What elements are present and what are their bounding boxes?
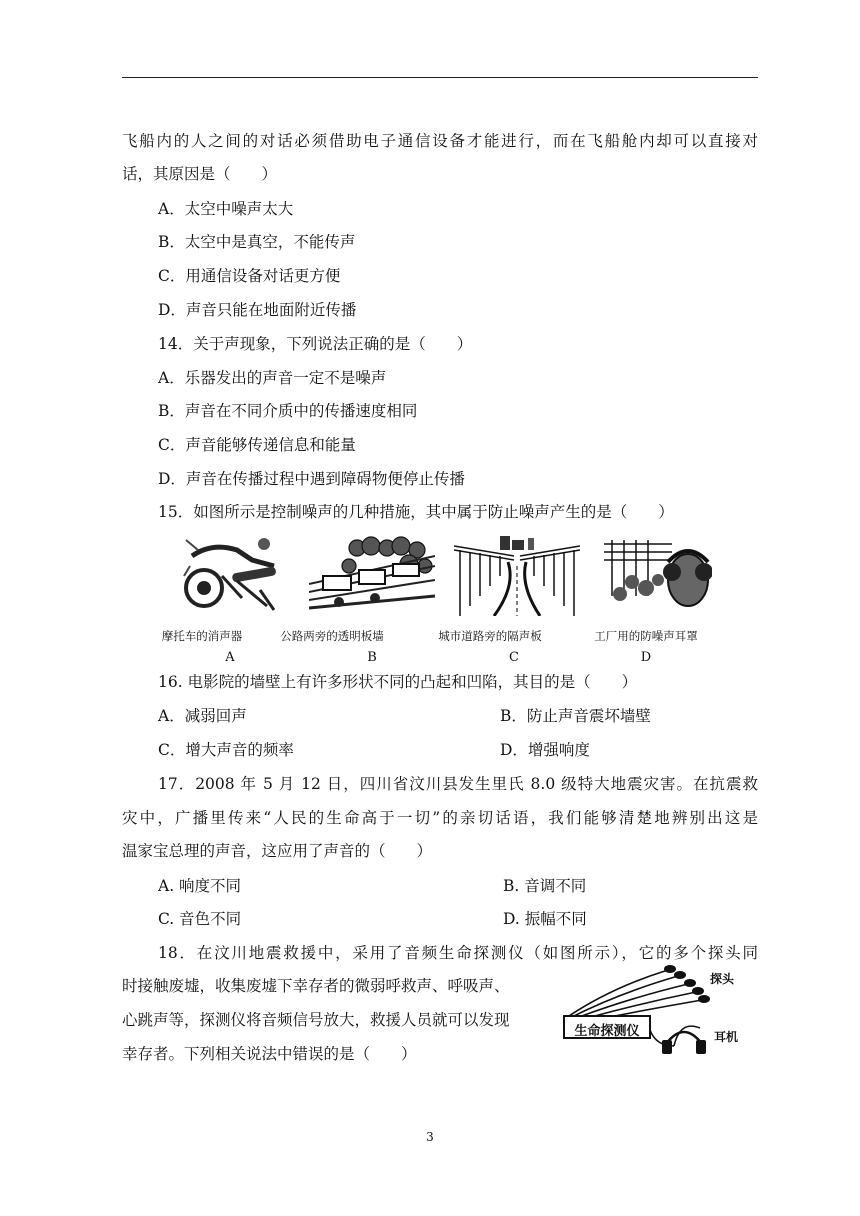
- device-label: 生命探测仪: [574, 1024, 640, 1039]
- q17-stem-line-1: 17．2008 年 5 月 12 日，四川省汶川县发生里氏 8.0 级特大地震灾害。在抗震救: [158, 775, 758, 793]
- q15-figures: [161, 536, 742, 666]
- q17-option-d: D. 振幅不同: [503, 910, 587, 928]
- q14-option-a: A．乐器发出的声音一定不是噪声: [158, 369, 387, 387]
- q14-stem: 14．关于声现象，下列说法正确的是（ ）: [158, 335, 473, 353]
- q16-stem: 16. 电影院的墙壁上有许多形状不同的凸起和凹陷，其目的是（ ）: [158, 673, 638, 691]
- q13-stem-line-1: 飞船内的人之间的对话必须借助电子通信设备才能进行，而在飞船舱内却可以直接对: [122, 132, 758, 150]
- q18-stem-line-4: 幸存者。下列相关说法中错误的是（ ）: [122, 1045, 417, 1063]
- q14-option-b: B．声音在不同介质中的传播速度相同: [158, 402, 418, 420]
- figure-b-letter: B: [367, 650, 377, 665]
- q16-option-d: D．增强响度: [500, 741, 590, 759]
- q17-option-b: B. 音调不同: [503, 877, 587, 895]
- q17-stem-line-3: 温家宝总理的声音，这应用了声音的（ ）: [122, 842, 433, 860]
- q18-stem-line-1: 18．在汶川地震救援中，采用了音频生命探测仪（如图所示），它的多个探头同: [158, 944, 758, 962]
- q14-option-c: C．声音能够传递信息和能量: [158, 436, 356, 454]
- q13-option-b: B．太空中是真空，不能传声: [158, 233, 356, 251]
- q16-option-c: C．增大声音的频率: [158, 741, 294, 759]
- q16-option-b: B．防止声音震坏墙壁: [500, 707, 651, 725]
- life-detector-figure: [560, 958, 750, 1058]
- figure-d-letter: D: [640, 650, 652, 665]
- factory-earmuffs-icon: [602, 536, 732, 616]
- header-rule: [122, 77, 758, 78]
- figure-c-letter: C: [509, 650, 519, 665]
- q18-stem-line-3: 心跳声等，探测仪将音频信号放大，救援人员就可以发现: [122, 1011, 510, 1029]
- q13-option-d: D．声音只能在地面附近传播: [158, 301, 357, 319]
- q17-option-c: C. 音色不同: [158, 910, 242, 928]
- q13-option-c: C．用通信设备对话更方便: [158, 267, 341, 285]
- figure-a-caption: 摩托车的消声器: [161, 629, 243, 643]
- road-transparent-wall-icon: [309, 536, 439, 616]
- q16-option-a: A．减弱回声: [158, 707, 247, 725]
- q13-option-a: A．太空中噪声太大: [158, 200, 294, 218]
- probe-label: 探头: [710, 972, 735, 986]
- q17-stem-line-2: 灾中，广播里传来“人民的生命高于一切”的亲切话语，我们能够清楚地辨别出这是: [122, 809, 758, 827]
- figure-d-caption: 工厂用的防噪声耳罩: [594, 629, 698, 643]
- q13-stem-line-2: 话，其原因是（ ）: [122, 165, 278, 183]
- q15-stem: 15．如图所示是控制噪声的几种措施，其中属于防止噪声产生的是（ ）: [158, 503, 674, 521]
- city-road-sound-barrier-icon: [454, 536, 584, 616]
- figure-b-caption: 公路两旁的透明板墙: [280, 629, 384, 643]
- page-number: 3: [426, 1130, 434, 1144]
- figure-c-caption: 城市道路旁的隔声板: [438, 629, 542, 643]
- figure-a-letter: A: [225, 650, 235, 665]
- q18-stem-line-2: 时接触废墟，收集废墟下幸存者的微弱呼救声、呼吸声、: [122, 977, 510, 995]
- earphone-label: 耳机: [714, 1030, 739, 1044]
- motorcycle-muffler-icon: [182, 536, 312, 616]
- q14-option-d: D．声音在传播过程中遇到障碍物便停止传播: [158, 470, 465, 488]
- q17-option-a: A. 响度不同: [158, 877, 242, 895]
